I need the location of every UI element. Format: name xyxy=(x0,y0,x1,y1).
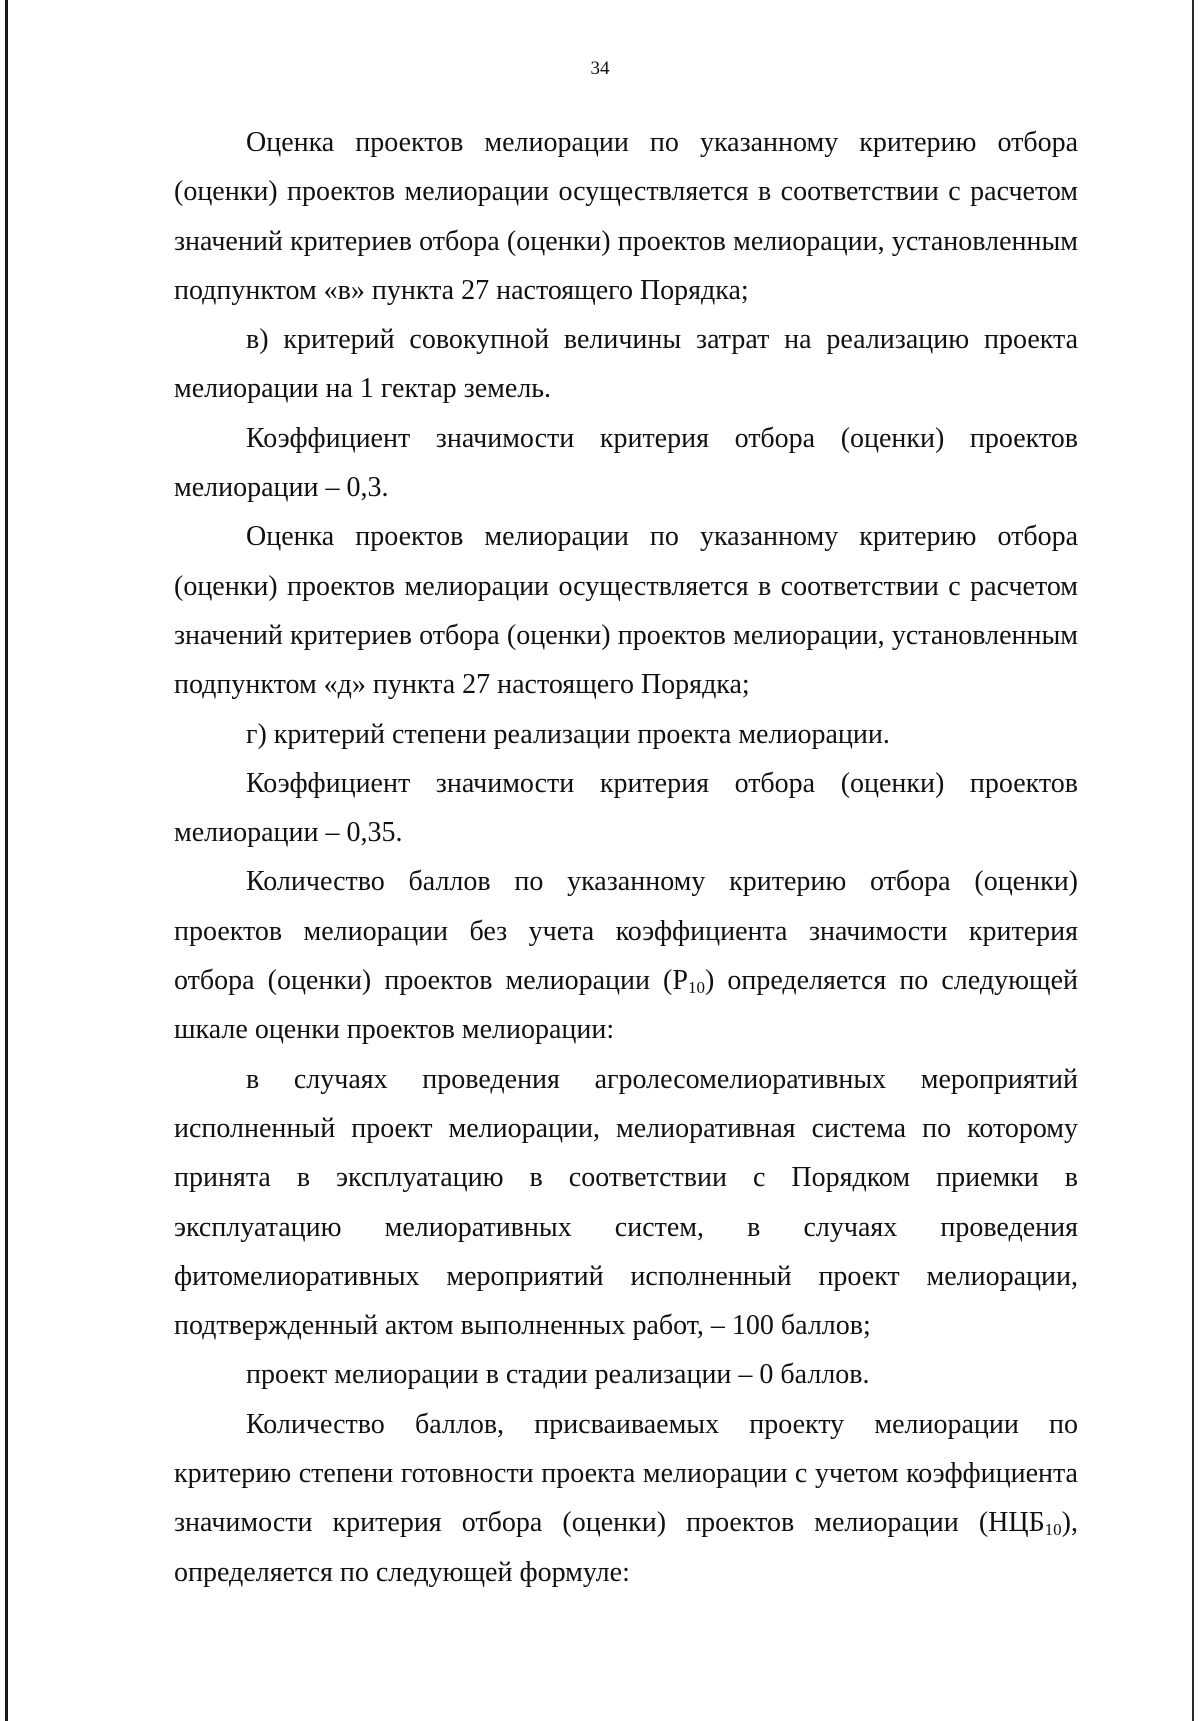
scan-edge-right xyxy=(1192,0,1194,1721)
paragraph: Оценка проектов мелиорации по указанному критерию отбора (оценки) проектов мелиорации осуществляется в соответствии с расчетом значений критериев отбора (оценки) проектов мелиорации, установленным подпунктом «в» пункта 27 настоящего Порядка; xyxy=(174,127,1078,306)
scan-edge-left xyxy=(5,0,8,1721)
paragraph: Коэффициент значимости критерия отбора (оценки) проектов мелиорации – 0,35. xyxy=(174,767,1078,849)
paragraph-text: Количество баллов по указанному критерию отбора (оценки) проектов мелиорации без учета коэффициента значимости критерия отбора (оценки) проектов мелиорации (Р xyxy=(174,866,1078,997)
paragraph: г) критерий степени реализации проекта мелиорации. xyxy=(246,718,890,750)
paragraph: в) критерий совокупной величины затрат на реализацию проекта мелиорации на 1 гектар земель. xyxy=(174,324,1078,405)
paragraph-text: Количество баллов, присваиваемых проекту мелиорации по критерию степени готовности проекта мелиорации с учетом коэффициента значимости критерия отбора (оценки) проектов мелиорации (НЦБ xyxy=(174,1408,1078,1539)
paragraph-text: ) определяется по следующей шкале оценки проектов мелиорации: xyxy=(174,965,1078,1046)
subscript: 10 xyxy=(687,978,705,998)
paragraph xyxy=(174,857,1078,1054)
paragraph: Коэффициент значимости критерия отбора (оценки) проектов мелиорации – 0,3. xyxy=(174,422,1078,504)
paragraph xyxy=(174,1400,1078,1597)
paragraph: проект мелиорации в стадии реализации – 0 баллов. xyxy=(246,1359,870,1391)
paragraph-text: ), определяется по следующей формуле: xyxy=(174,1507,1078,1588)
page-number: 34 xyxy=(590,58,610,79)
paragraph: Оценка проектов мелиорации по указанному критерию отбора (оценки) проектов мелиорации осуществляется в соответствии с расчетом значений критериев отбора (оценки) проектов мелиорации, установленным подпунктом «д» пункта 27 настоящего Порядка; xyxy=(174,521,1078,701)
subscript: 10 xyxy=(1044,1520,1062,1540)
paragraph: в случаях проведения агролесомелиоративных мероприятий исполненный проект мелиорации, мелиоративная система по которому принята в эксплуатацию в соответствии с Порядком приемки в эксплуатацию мелиоративных систем, в случаях проведения фитомелиоративных мероприятий исполненный проект мелиорации, подтвержденный актом выполненных работ, – 100 баллов; xyxy=(174,1063,1078,1342)
document-body xyxy=(174,118,1078,1597)
